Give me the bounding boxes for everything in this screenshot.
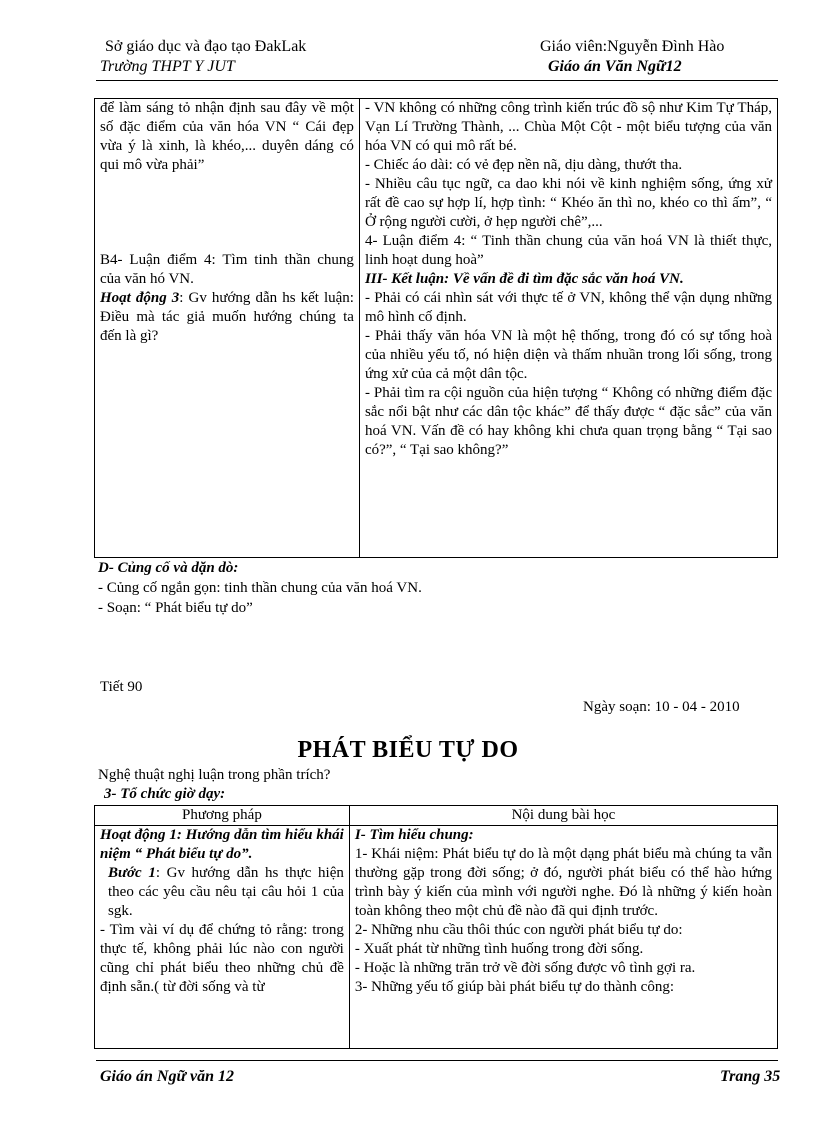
page-number: Trang 35 [720, 1068, 781, 1085]
department-name: Sở giáo dục và đạo tạo ĐakLak [105, 38, 307, 55]
content-para: - Xuất phát từ những tình huống trong đời sống. [354, 941, 644, 957]
footer-rule [96, 1060, 778, 1061]
method-cell [95, 99, 360, 558]
footer-title: Giáo án Ngữ văn 12 [100, 1068, 235, 1085]
content-para: 4- Luận điểm 4: “ Tinh thần chung của văn hoá VN là thiết thực, linh hoạt dung hoà” [364, 233, 772, 268]
method-step-4: B4- Luận điểm 4: Tìm tinh thần chung của văn hó VN. [100, 252, 354, 287]
col-header-method: Phương pháp [95, 806, 350, 826]
content-para: 1- Khái niệm: Phát biểu tự do là một dạng phát biểu mà chúng ta vẫn thường gặp trong đời sống; ở đó, người phát biểu có thể hào hứng trình bày ý kiến của mình với người nghe. Đó là những ý kiến hoàn toàn không theo một chủ đề nào đã qui định trước. [354, 846, 772, 919]
col-header-content: Nội dung bài học [349, 806, 777, 826]
activity-1: Hoạt động 1: Hướng dẫn tìm hiểu khái niệm “ Phát biểu tự do”. [100, 827, 344, 862]
teacher-name: Giáo viên:Nguyễn Đình Hào [540, 38, 725, 55]
step-1: Bước 1: Gv hướng dẫn hs thực hiện theo các yêu cầu nêu tại câu hỏi 1 của sgk. [108, 865, 344, 919]
plan-title: Giáo án Văn Ngữ12 [548, 58, 682, 75]
content-para: - Phải có cái nhìn sát với thực tế ở VN, không thể vận dụng những mô hình cố định. [364, 290, 772, 325]
content-para: - Nhiều câu tục ngữ, ca dao khi nói về kinh nghiệm sống, ứng xử rất đề cao sự hợp lí, hợp tình: “ Khéo ăn thì no, khéo co thì ấm”, “ Ở rộng người cười, ở hẹp người chê”,... [364, 176, 772, 230]
method-activity-3: Hoạt động 3: Gv hướng dẫn hs kết luận: Điều mà tác giả muốn hướng chúng ta đến là gì? [100, 290, 354, 344]
consolidation-heading: D- Củng cố và dặn dò: [98, 560, 239, 576]
period-label: Tiết 90 [100, 679, 143, 695]
content-para: 3- Những yếu tố giúp bài phát biểu tự do thành công: [354, 979, 674, 995]
method-cell [95, 826, 350, 1049]
content-para: - Chiếc áo dài: có vẻ đẹp nền nã, dịu dàng, thướt tha. [364, 157, 683, 173]
lesson-table-continued [94, 98, 778, 558]
prep-date: Ngày soạn: 10 - 04 - 2010 [583, 699, 740, 715]
method-para: - Tìm vài ví dụ để chứng tỏ rằng: trong thực tế, không phải lúc nào con người cũng chỉ phát biểu theo những chủ đề định sẵn.( từ đời sống và từ [100, 922, 344, 995]
section-heading: 3- Tổ chức giờ dạy: [104, 786, 226, 802]
content-cell [359, 99, 777, 558]
school-name: Trường THPT Y JUT [100, 58, 235, 75]
content-para: - Phải thấy văn hóa VN là một hệ thống, trong đó có sự tổng hoà của nhiều yếu tố, nó hiện diện và thấm nhuần trong lối sống, trong ứng xử của cả một dân tộc. [364, 328, 772, 382]
content-para: - VN không có những công trình kiến trúc đồ sộ như Kim Tự Tháp, Vạn Lí Trường Thành, ... Chùa Một Cột - một biểu tượng của văn hóa VN có qui mô rất bé. [364, 100, 772, 154]
method-intro: để làm sáng tỏ nhận định sau đây về một số đặc điểm của văn hóa VN “ Cái đẹp vừa ý là xinh, là khéo,... duyên dáng có qui mô vừa phải” [100, 100, 354, 173]
content-para: - Phải tìm ra cội nguồn của hiện tượng “ Không có những điểm đặc sắc nổi bật như các dân tộc khác” để thấy được “ đặc sắc” của văn hoá VN. Vấn đề có hay không khi chưa quan trọng bằng “ Tại sao có?”, “ Tại sao không?” [364, 385, 772, 458]
consolidation-item: - Củng cố ngắn gọn: tinh thần chung của văn hoá VN. [98, 580, 422, 596]
consolidation-item: - Soạn: “ Phát biểu tự do” [98, 600, 253, 616]
content-para: 2- Những nhu cầu thôi thúc con người phát biểu tự do: [354, 922, 683, 938]
content-para: - Hoặc là những trăn trở về đời sống được vô tình gợi ra. [354, 960, 696, 976]
content-cell [349, 826, 777, 1049]
review-question: Nghệ thuật nghị luận trong phần trích? [98, 767, 331, 783]
content-heading: I- Tìm hiểu chung: [354, 827, 474, 843]
lesson-table [94, 805, 778, 1049]
content-heading: III- Kết luận: Về vấn đề đi tìm đặc sắc văn hoá VN. [364, 271, 684, 287]
lesson-title: PHÁT BIỂU TỰ DO [297, 737, 519, 763]
header-rule [96, 80, 778, 81]
